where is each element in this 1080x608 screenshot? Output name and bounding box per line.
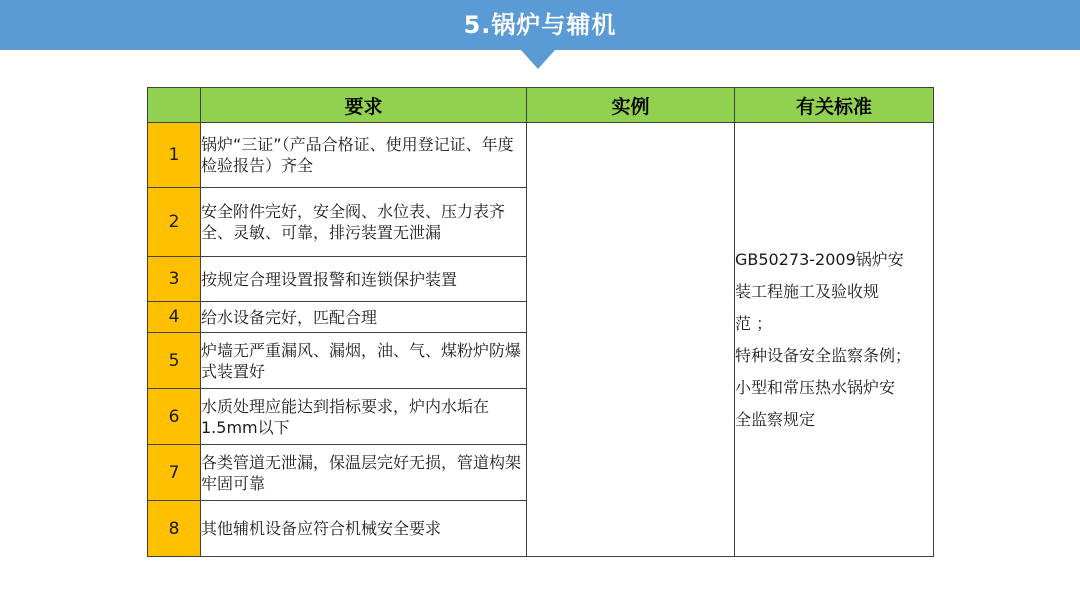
requirement-cell: 炉墙无严重漏风、漏烟，油、气、煤粉炉防爆式装置好	[201, 333, 527, 389]
slide-title: 5.锅炉与辅机	[463, 11, 617, 39]
standards-cell	[735, 123, 934, 557]
standard-line: GB50273-2009锅炉安	[735, 249, 904, 269]
row-number: 7	[148, 445, 201, 501]
standard-line: 装工程施工及验收规	[735, 281, 880, 301]
title-pointer-arrow	[521, 50, 555, 69]
example-cell	[527, 123, 735, 557]
requirement-cell: 各类管道无泄漏，保温层完好无损，管道构架牢固可靠	[201, 445, 527, 501]
row-number: 4	[148, 302, 201, 333]
row-number: 6	[148, 389, 201, 445]
requirements-table	[147, 87, 934, 557]
table-row	[148, 123, 934, 188]
standard-line: 小型和常压热水锅炉安	[735, 377, 896, 397]
requirement-cell: 锅炉“三证”（产品合格证、使用登记证、年度检验报告）齐全	[201, 123, 527, 188]
row-number: 5	[148, 333, 201, 389]
requirement-cell: 按规定合理设置报警和连锁保护装置	[201, 257, 527, 302]
standard-line: 特种设备安全监察条例；	[735, 345, 912, 365]
row-number: 1	[148, 123, 201, 188]
header-index	[148, 88, 201, 123]
header-example: 实例	[527, 88, 735, 123]
header-standard: 有关标准	[735, 88, 934, 123]
row-number: 3	[148, 257, 201, 302]
row-number: 2	[148, 188, 201, 257]
requirement-cell: 其他辅机设备应符合机械安全要求	[201, 501, 527, 557]
table-header-row	[148, 88, 934, 123]
row-number: 8	[148, 501, 201, 557]
requirement-cell: 安全附件完好，安全阀、水位表、压力表齐全、灵敏、可靠，排污装置无泄漏	[201, 188, 527, 257]
standard-line: 范 ；	[735, 313, 773, 333]
requirement-cell: 水质处理应能达到指标要求，炉内水垢在1.5mm以下	[201, 389, 527, 445]
standard-line: 全监察规定	[735, 409, 816, 429]
requirement-cell: 给水设备完好，匹配合理	[201, 302, 527, 333]
header-requirement: 要求	[201, 88, 527, 123]
